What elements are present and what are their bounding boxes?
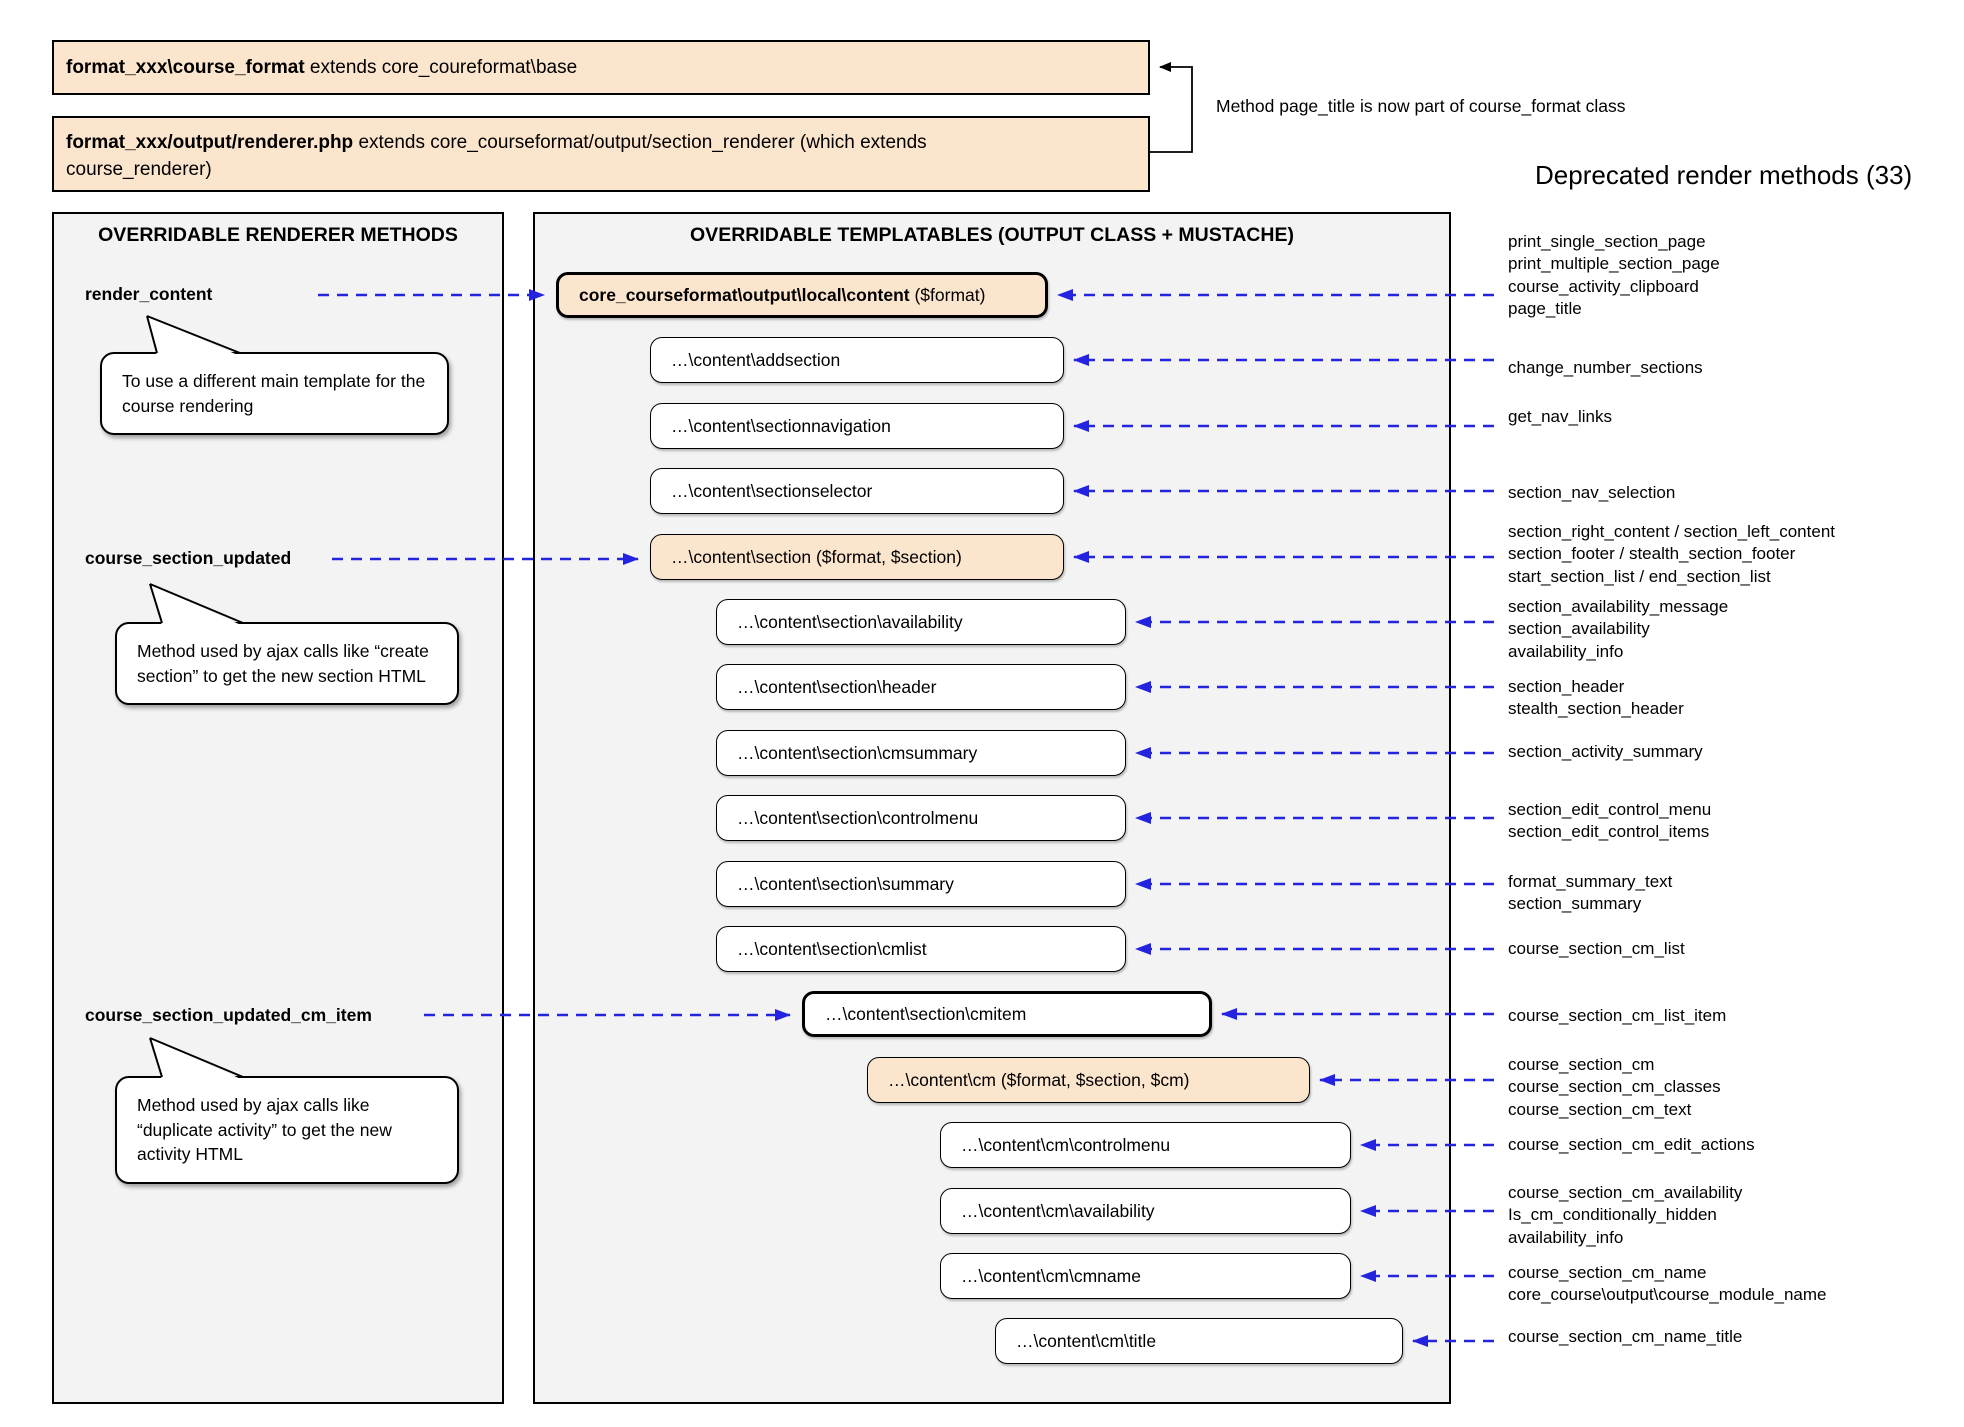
method-course-section-updated: course_section_updated (85, 548, 292, 568)
deprecated-group-cm-title: course_section_cm_name_title (1508, 1327, 1743, 1346)
callout-course-section-updated-cm-item: Method used by ajax calls like “duplicate activity” to get the new activity HTML (115, 1076, 459, 1184)
bracket-note: Method page_title is now part of course_format class (1216, 96, 1626, 116)
templatable-content (556, 272, 1048, 318)
templatable-section-cmsummary: …\content\section\cmsummary (716, 730, 1126, 776)
renderer-php-text: format_xxx/output/renderer.php extends core_courseformat/output/section_renderer (which extends course_renderer) (66, 132, 927, 180)
deprecated-group-section-controlmenu: section_edit_control_menu section_edit_control_items (1508, 800, 1712, 842)
deprecated-group-section-cmsummary: section_activity_summary (1508, 742, 1703, 761)
callout-render-content: To use a different main template for the course rendering (100, 352, 449, 435)
deprecated-group-sectionselector: section_nav_selection (1508, 483, 1676, 502)
templatable-section-cmitem: …\content\section\cmitem (802, 991, 1212, 1037)
templatable-section-header: …\content\section\header (716, 664, 1126, 710)
templatable-section: …\content\section ($format, $section) (650, 534, 1064, 580)
renderer-php-box (52, 116, 1150, 192)
deprecated-group-content: print_single_section_page print_multiple_section_page course_activity_clipboard page_title (1508, 232, 1720, 319)
templatable-cm-availability: …\content\cm\availability (940, 1188, 1351, 1234)
callout-course-section-updated: Method used by ajax calls like “create section” to get the new section HTML (115, 622, 459, 705)
templatable-cm-title: …\content\cm\title (995, 1318, 1403, 1364)
templatable-cm-controlmenu: …\content\cm\controlmenu (940, 1122, 1351, 1168)
deprecated-group-sectionnavigation: get_nav_links (1508, 407, 1612, 426)
course-format-class-text: format_xxx\course_format extends core_coureformat\base (66, 57, 578, 78)
deprecated-group-section-header: section_header stealth_section_header (1508, 677, 1684, 719)
deprecated-group-cm-controlmenu: course_section_cm_edit_actions (1508, 1135, 1755, 1154)
templatable-section-summary: …\content\section\summary (716, 861, 1126, 907)
templatable-cm-cmname: …\content\cm\cmname (940, 1253, 1351, 1299)
deprecated-group-cm-cmname: course_section_cm_name core_course\output\course_module_name (1508, 1263, 1827, 1305)
deprecated-group-section-cmitem: course_section_cm_list_item (1508, 1006, 1727, 1025)
method-render-content: render_content (85, 284, 213, 304)
course-format-class-box (52, 40, 1150, 95)
deprecated-group-section-cmlist: course_section_cm_list (1508, 939, 1685, 958)
templatable-cm: …\content\cm ($format, $section, $cm) (867, 1057, 1310, 1103)
templatable-section-controlmenu: …\content\section\controlmenu (716, 795, 1126, 841)
deprecated-group-addsection: change_number_sections (1508, 358, 1703, 377)
templatable-section-cmlist: …\content\section\cmlist (716, 926, 1126, 972)
templatable-section-availability: …\content\section\availability (716, 599, 1126, 645)
templatables-panel-title: OVERRIDABLE TEMPLATABLES (OUTPUT CLASS + MUSTACHE) (690, 224, 1294, 246)
deprecated-group-cm-availability: course_section_cm_availability Is_cm_conditionally_hidden availability_info (1508, 1183, 1743, 1247)
templatable-content-label: core_courseformat\output\local\content ($format) (579, 284, 986, 305)
deprecated-group-section: section_right_content / section_left_content section_footer / stealth_section_footer start_section_list / end_section_list (1508, 522, 1835, 586)
deprecated-group-section-summary: format_summary_text section_summary (1508, 872, 1673, 914)
templatable-sectionselector: …\content\sectionselector (650, 468, 1064, 514)
bracket-connector (1150, 67, 1192, 152)
renderer-methods-panel-title: OVERRIDABLE RENDERER METHODS (98, 224, 458, 246)
templatable-sectionnavigation: …\content\sectionnavigation (650, 403, 1064, 449)
templatable-addsection: …\content\addsection (650, 337, 1064, 383)
deprecated-heading: Deprecated render methods (33) (1535, 160, 1913, 190)
method-course-section-updated-cm-item: course_section_updated_cm_item (85, 1005, 372, 1025)
deprecated-group-section-availability: section_availability_message section_availability availability_info (1508, 597, 1729, 661)
deprecated-group-cm: course_section_cm course_section_cm_classes course_section_cm_text (1508, 1055, 1721, 1119)
